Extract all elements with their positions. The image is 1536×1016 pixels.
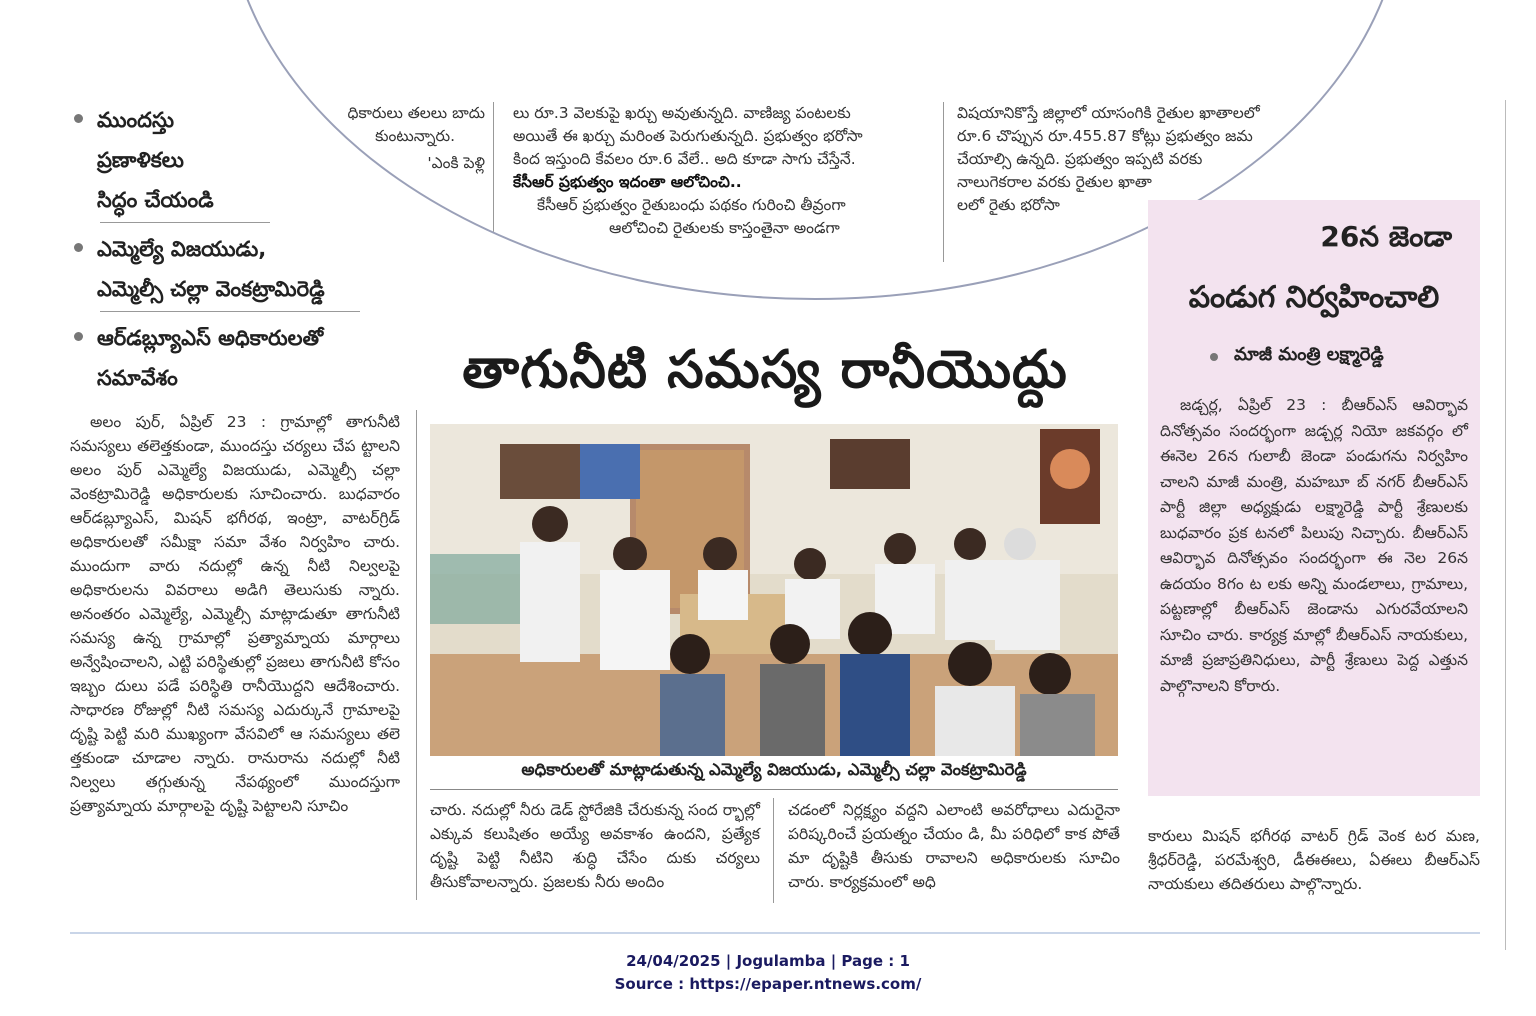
story-paragraph: చడంలో నిర్లక్ష్యం వద్దని ఎలాంటి అవరోధాలు ఎదురైనా పరిష్కరించే ప్రయత్నం చేయం డి, మీ పరిధిలో కాక పోతే మా దృష్టికి తీసుకు రావాలని అధికారులకు సూచిం చారు. కార్యక్రమంలో అధి (788, 801, 1120, 891)
story-column-middle-2 (788, 798, 1120, 894)
text-line: నాలుగెకరాల వరకు రైతుల ఖాతా (957, 173, 1152, 191)
column-divider (943, 102, 944, 262)
footer-source-link[interactable]: Source : https://epaper.ntnews.com/ (614, 975, 922, 993)
bullet-item (70, 318, 400, 398)
headline: తాగునీటి సమస్య రానీయొద్దు (462, 340, 1068, 400)
sidebar-headline-line1: 26న జెండా (1320, 220, 1452, 253)
sidebar-story (1148, 200, 1480, 796)
bullet-dot-icon (74, 243, 83, 252)
text-line: కుంటున్నారు. (375, 127, 455, 145)
meeting-photo-illustration (430, 424, 1118, 756)
bullet-item (70, 229, 400, 309)
text-line: లలో రైతు భరోసా (957, 196, 1060, 214)
story-paragraph: అలం పుర్, ఏప్రిల్ 23 : గ్రామాల్లో తాగునీటి సమస్యలు తలెత్తకుండా, ముందస్తు చర్యలు చేప ట్టాలని అలం పుర్ ఎమ్మెల్యే విజయుడు, ఎమ్మెల్సీ చల్లా వెంకట్రామిరెడ్డి అధికారులకు సూచించారు. బుధవారం ఆర్‌డబ్ల్యూఎస్, మిషన్ భగీరథ, ఇంట్రా, వాటర్‌గ్రిడ్ అధికారులతో సమీక్షా సమా వేశం నిర్వహిం చారు. ముందుగా వారు నదుల్లో ఉన్న నీటి నిల్వలపై అధికారులను వివరాలు అడిగి తెలుసుకు న్నారు. అనంతరం ఎమ్మెల్యే, ఎమ్మెల్సీ మాట్లాడుతూ తాగునీటి సమస్య ఉన్న గ్రామాల్లో ప్రత్యామ్నాయ మార్గాలు అన్వేషించాలని, ఎట్టి పరిస్థితుల్లో ప్రజలు తాగునీటి కోసం ఇబ్బం దులు పడే పరిస్థితి రానీయొద్దని ఆదేశించారు. సాధారణ రోజుల్లో నీటి సమస్య ఎదుర్కునే గ్రామాలపై దృష్టి పెట్టి మరి ముఖ్యంగా వేసవిలో ఆ సమస్యలు తలె త్తకుండా చూడాల న్నారు. రానురాను నదుల్లో నీటి నిల్వలు తగ్గుతున్న నేపథ్యంలో ముందస్తుగా ప్రత్యామ్నాయ మార్గాలపై దృష్టి పెట్టాలని సూచిం (70, 413, 400, 815)
text-line: కింద ఇస్తుంది కేవలం రూ.6 వేలే.. అది కూడా సాగు చేస్తేనే. (513, 150, 856, 168)
story-column-right (1148, 824, 1480, 896)
sidebar-body (1160, 393, 1468, 699)
text-line: రూ.6 చొప్పున రూ.455.87 కోట్లు ప్రభుత్వం జమ (957, 127, 1253, 145)
text-line: 'ఎంకి పెళ్లి (427, 154, 485, 172)
bottom-rule (70, 932, 1480, 934)
bullet-dot-icon (1210, 353, 1218, 361)
story-column-middle (430, 798, 760, 894)
highlight-bullets (70, 100, 400, 404)
bullet-item (70, 100, 400, 220)
text-line: కేసీఆర్ ప్రభుత్వం రైతుబంధు పథకం గురించి తీవ్రంగా (537, 196, 846, 214)
story-paragraph: కారులు మిషన్ భగీరథ వాటర్ గ్రిడ్ వెంక టర మణ, శ్రీధర్‌రెడ్డి, పరమేశ్వరి, డీఈఈలు, ఏఈలు బీఆర్‌ఎస్ నాయకులు తదితరులు పాల్గొన్నారు. (1148, 827, 1480, 893)
story-paragraph: చారు. నదుల్లో నీరు డెడ్ స్టోరేజికి చేరుకున్న సంద ర్భాల్లో ఎక్కువ కలుషితం అయ్యే అవకాశం ఉందని, ప్రత్యేక దృష్టి పెట్టి నీటిని శుద్ధి చేసేం దుకు చర్యలు తీసుకోవాలన్నారు. ప్రజలకు నీరు అందిం (430, 801, 760, 891)
news-photo (430, 424, 1118, 756)
divider (100, 311, 360, 312)
column-divider (416, 410, 417, 900)
bullet-dot-icon (74, 332, 83, 341)
photo-caption: అధికారులతో మాట్లాడుతున్న ఎమ్మెల్యే విజయుడు, ఎమ్మెల్సీ చల్లా వెంకట్రామిరెడ్డి (430, 760, 1118, 790)
sidebar-bullet-text: మాజీ మంత్రి లక్ష్మారెడ్డి (1234, 344, 1384, 365)
sidebar-bullet (1210, 344, 1468, 369)
top-column-2 (513, 102, 927, 240)
bullet-text: ఆర్‌డబ్ల్యూఎస్ అధికారులతో సమావేశం (97, 326, 324, 390)
column-divider (773, 798, 774, 903)
text-line: ఆలోచించి రైతులకు కాస్తంతైనా అండగా (609, 219, 840, 237)
text-line: చేయాల్సి ఉన్నది. ప్రభుత్వం ఇప్పటి వరకు (957, 150, 1203, 168)
sidebar-paragraph: జడ్చర్ల, ఏప్రిల్ 23 : బీఆర్‌ఎస్ ఆవిర్భావ దినోత్సవం సందర్భంగా జడ్చర్ల నియో జకవర్గం లో ఈనెల 26న గులాబీ జెండా పండుగను నిర్వహిం చాలని మాజీ మంత్రి, మహబూ బ్ నగర్ బీఆర్‌ఎస్ పార్టీ జిల్లా అధ్యక్షుడు లక్ష్మారెడ్డి పార్టీ శ్రేణులకు బుధవారం ప్రక టనలో పిలుపు నిచ్చారు. బీఆర్‌ఎస్ ఆవిర్భావ దినోత్సవం సందర్భంగా ఈ నెల 26న ఉదయం 8గం ట లకు అన్ని మండలాలు, గ్రామాలు, పట్టణాల్లో బీఆర్‌ఎస్ జెండాను ఎగురవేయాలని సూచిం చారు. కార్యక్ర మాల్లో బీఆర్‌ఎస్ నాయకులు, మాజీ ప్రజాప్రతినిధులు, పార్టీ శ్రేణులు పెద్ద ఎత్తున పాల్గొనాలని కోరారు. (1160, 396, 1468, 695)
column-divider (493, 102, 494, 262)
adjacent-page-edge (1505, 100, 1536, 950)
footer (0, 950, 1536, 996)
footer-date-edition: 24/04/2025 | Jogulamba | Page : 1 (626, 952, 910, 970)
text-line: అయితే ఈ ఖర్చు మరింత పెరుగుతున్నది. ప్రభుత్వం భరోసా (513, 127, 863, 145)
text-line: విషయానికొస్తే జిల్లాలో యాసంగికి రైతుల ఖాతాలలో (957, 104, 1260, 122)
story-column-left (70, 410, 400, 818)
text-line: ధికారులు తలలు బాదు (347, 104, 485, 122)
subheading: కేసీఆర్ ప్రభుత్వం ఇదంతా ఆలోచించి.. (513, 173, 742, 191)
divider (100, 222, 270, 223)
bullet-text: ముందస్తు ప్రణాళికలు సిద్ధం చేయండి (97, 108, 214, 212)
bullet-dot-icon (74, 114, 83, 123)
text-line: లు రూ.3 వెలకుపై ఖర్చు అవుతున్నది. వాణిజ్య పంటలకు (513, 104, 851, 122)
bullet-text: ఎమ్మెల్యే విజయుడు, ఎమ్మెల్సీ చల్లా వెంకట్రామిరెడ్డి (97, 237, 325, 301)
sidebar-headline-line2: పండుగ నిర్వహించాలి (1188, 280, 1440, 315)
